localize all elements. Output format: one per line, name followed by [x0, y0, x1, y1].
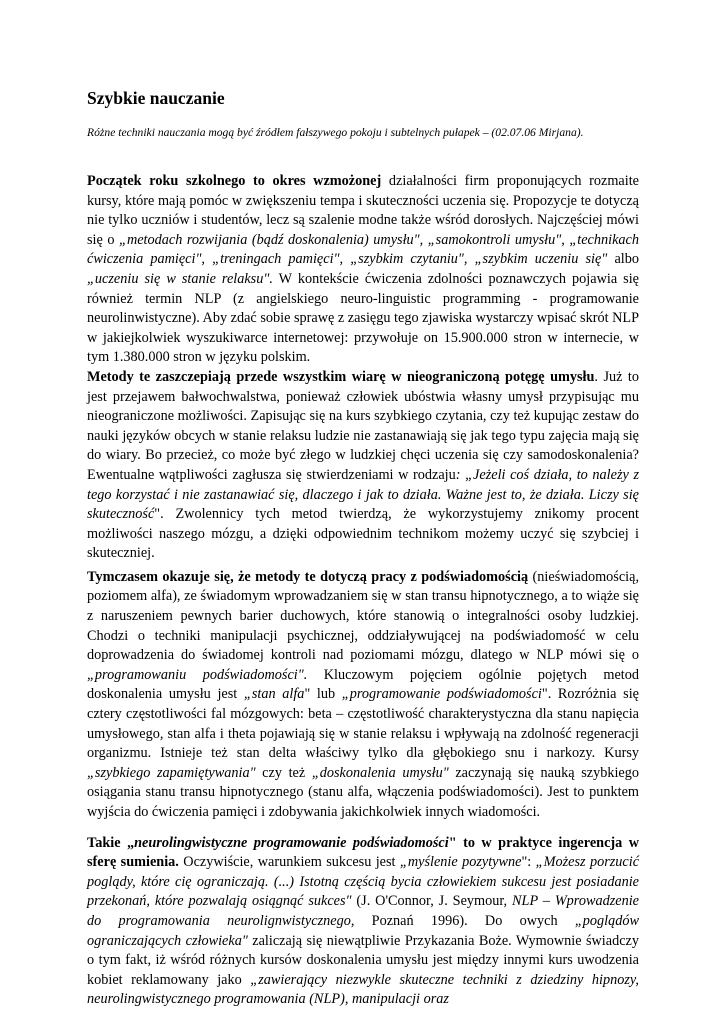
- text-run: zaczynają się nauką szybkiego osiągania stanu transu hipnotycznego (stanu alfa, włączenia podświadomości). Jest to punktem wyjścia do ćwiczenia pamięci i zdobywania jakichkolwiek innych wiadomości.: [87, 764, 639, 820]
- text-run: zaliczają się niewątpliwie Przykazania Boże. Wymownie świadczy o tym fakt, iż wśród różnych kursów doskonalenia umysłu jest między innymi kurs uwodzenia kobiet reklamowany jako: [87, 932, 639, 988]
- text-run: . Już to jest przejawem bałwochwalstwa, ponieważ człowiek ubóstwia własny umysł przypisując mu nieograniczone możliwości. Zapisując się na kurs szybkiego czytania, czy też kupując zestaw do nauki języków obcych w stanie relaksu ludzie nie zastanawiają się jak tego typu zajęcia mają się do wiary. Bo przecież, co może być złego w ludzkiej chęci uczenia się czy samodoskonalenia? Ewentualne wątpliwości zagłusza się stwierdzeniami w rodzaju: [87, 368, 639, 483]
- paragraph-2: [87, 368, 639, 564]
- text-run: " to w praktyce ingerencja w sferę sumienia.: [87, 834, 640, 871]
- subtitle: Różne techniki nauczania mogą być źródłem fałszywego pokoju i subtelnych pułapek – (02.07.06 Mirjana).: [87, 126, 584, 139]
- italic-run: „uczeniu się w stanie relaksu".: [87, 270, 273, 287]
- paragraph-2-lead: Metody te zaszczepiają przede wszystkim wiarę w nieograniczoną potęgę umysłu: [87, 368, 595, 385]
- text-run: (J. O'Connor, J. Seymour,: [351, 893, 513, 910]
- italic-run: NLP – Wprowadzenie do programowania neurolignwistycznego,: [87, 893, 639, 929]
- italic-run: „myślenie pozytywne: [399, 854, 522, 871]
- paragraph-4: [87, 834, 639, 1010]
- italic-run: „zawierający niezwykle skuteczne techniki z dziedziny hipnozy, neurolingwistycznego programowania (NLP), manipulacji oraz: [87, 971, 639, 1008]
- text-run: (nieświadomością, poziomem alfa), ze świadomym wprowadzaniem się w stan transu hipnotycznego, a to wiąże się z naruszeniem pewnych barier duchowych, które stanowią o integralności osoby ludzkiej. Chodzi o techniki manipulacji psychicznej, oddziaływującej na podświadomość w celu doprowadzenia do świadomej kontroli nad poziomami mózgu, dlatego w NLP mówi się o: [87, 568, 640, 664]
- paragraph-3: [87, 568, 639, 823]
- text-run: Kluczowym pojęciem ogólnie pojętych metod doskonalenia umysłu jest: [87, 666, 639, 703]
- italic-run: „doskonalenia umysłu": [311, 764, 449, 781]
- italic-run: „programowanie podświadomości: [341, 686, 542, 703]
- italic-run: „szybkiego zapamiętywania": [87, 764, 256, 781]
- text-run: czy też: [255, 764, 312, 781]
- italic-run: neurolingwistyczne programowanie podświadomości: [134, 834, 449, 851]
- text-run: Takie „: [87, 834, 135, 851]
- page-title: Szybkie nauczanie: [87, 88, 225, 108]
- italic-run: „metodach rozwijania (bądź doskonalenia) umysłu", „samokontroli umysłu", „technikach ćwiczenia pamięci", „treningach pamięci", „szybkim czytaniu", „szybkim uczeniu się": [87, 231, 639, 268]
- text-run: ". Rozróżnia się cztery częstotliwości fal mózgowych: beta – częstotliwość charakterystyczna dla stanu napięcia umysłowego, stan alfa i theta pojawiają się w stanie relaksu i wpływają na zdolność regeneracji organizmu. Istnieje też stan delta właściwy tylko dla głębokiego snu i narkozy. Kursy: [87, 686, 639, 762]
- text-run: działalności firm proponujących rozmaite kursy, które mają pomóc w zwiększeniu tempa i skuteczności uczenia się. Propozycje te dotyczą nie tylko uczniów i studentów, lecz są szalenie modne także wśród dorosłych. Najczęściej mówi się o: [87, 173, 640, 248]
- italic-run: „stan alfa: [243, 686, 305, 703]
- paragraph-1: [87, 172, 639, 368]
- italic-run: „programowaniu podświadomości".: [87, 666, 308, 683]
- text-run: Oczywiście, warunkiem sukcesu jest: [178, 854, 400, 871]
- italic-run: „poglądów ograniczających człowieka": [87, 912, 639, 949]
- text-run: ":: [521, 854, 536, 871]
- italic-run: : „Jeżeli coś działa, to należy z tego korzystać i nie zastanawiać się, dlaczego i jak to działa. Ważne jest to, że działa. Liczy się skuteczność: [87, 466, 639, 523]
- text-run: Poznań 1996). Do owych: [354, 912, 575, 929]
- paragraph-1-lead: Początek roku szkolnego to okres wzmożonej: [87, 173, 382, 189]
- text-run: W kontekście ćwiczenia zdolności poznawczych pojawia się również termin NLP (z angielskiego neuro-linguistic programming - programowanie neurolinwistyczne). Aby zdać sobie sprawę z zasięgu tego zjawiska wystarczy wpisać skrót NLP w jakiejkolwiek wyszukiwarce internetowej: przywołuje on 15.900.000 stron w internecie, w tym 1.380.000 stron w języku polskim.: [87, 270, 640, 366]
- text-run: albo: [607, 251, 639, 268]
- text-run: ". Zwolennicy tych metod twierdzą, że wykorzystujemy znikomy procent możliwości naszego mózgu, a dzięki odpowiednim technikom możemy uczyć się szybciej i skuteczniej.: [87, 506, 639, 562]
- article-body: [87, 172, 639, 1010]
- paragraph-3-lead: Tymczasem okazuje się, że metody te dotyczą pracy z podświadomością: [87, 568, 529, 585]
- text-run: " lub: [304, 686, 342, 703]
- italic-run: „Możesz porzucić poglądy, które cię ograniczają. (...) Istotną częścią bycia człowiekiem sukcesu jest posiadanie przekonań, które pozwalają osiągnąć sukces": [87, 854, 640, 910]
